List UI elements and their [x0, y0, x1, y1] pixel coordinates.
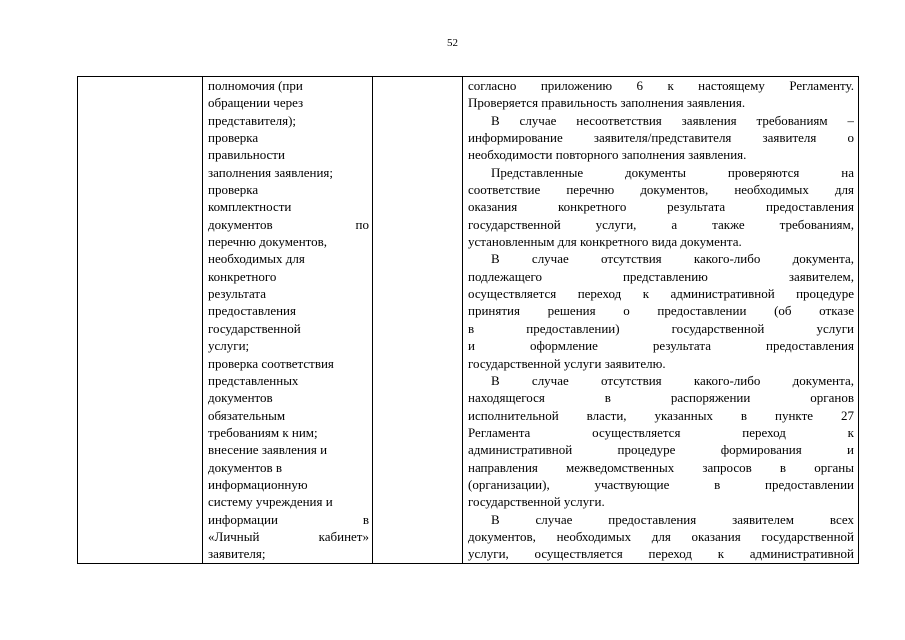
actions-text-line: заполнения заявления;: [208, 164, 333, 180]
actions-text-line: обращении через: [208, 95, 304, 111]
actions-text-line: заявителя;: [208, 546, 266, 562]
actions-text-line: конкретного: [208, 268, 277, 284]
description-text: [468, 77, 854, 563]
description-text-line: В случае несоответствия заявления требованиям –: [491, 112, 854, 128]
actions-text-line: государственной: [208, 320, 301, 336]
description-cell: [463, 77, 859, 564]
actions-text-line: представителя);: [208, 112, 297, 128]
actions-text-line: внесение заявления и: [208, 442, 328, 458]
description-text-line: Регламента осуществляется переход к: [468, 424, 854, 440]
actions-text-line: требованиям к ним;: [208, 424, 318, 440]
description-text-line: государственной услуги.: [468, 494, 605, 510]
description-text-line: Представленные документы проверяются на: [491, 164, 854, 180]
description-text-line: В случае отсутствия какого-либо документа,: [491, 372, 854, 388]
table-cell-empty-3: [373, 77, 463, 564]
description-text-line: (организации), участвующие в предоставлении: [468, 476, 854, 492]
actions-text-line: предоставления: [208, 303, 296, 319]
description-text-line: Проверяется правильность заполнения заявления.: [468, 95, 746, 111]
description-text-line: оказания конкретного результата предоставления: [468, 199, 854, 215]
description-text-line: подлежащего представлению заявителем,: [468, 268, 854, 284]
description-text-line: в предоставлении) государственной услуги: [468, 320, 854, 336]
actions-text-line: проверка: [208, 182, 259, 198]
description-text-line: административной процедуре формирования и: [468, 442, 854, 458]
actions-text-line: документов в: [208, 459, 283, 475]
actions-text-line: услуги;: [208, 338, 250, 354]
description-text-line: согласно приложению 6 к настоящему Регламенту.: [468, 78, 854, 93]
description-text-line: установленным для конкретного вида документа.: [468, 234, 742, 250]
description-text-line: исполнительной власти, указанных в пункте 27: [468, 407, 854, 423]
description-text-line: осуществляется переход к административной процедуре: [468, 286, 854, 302]
actions-text-line: информационную: [208, 476, 308, 492]
table-cell-empty-1: [78, 77, 203, 564]
actions-text: [208, 77, 369, 563]
description-text-line: государственной услуги, а также требованиям,: [468, 216, 854, 232]
actions-text-line: обязательным: [208, 407, 286, 423]
description-text-line: информирование заявителя/представителя заявителя о: [468, 130, 854, 146]
description-text-line: документов, необходимых для оказания государственной: [468, 528, 854, 544]
actions-text-line: правильности: [208, 147, 285, 163]
description-text-line: государственной услуги заявителю.: [468, 355, 666, 371]
description-text-line: необходимости повторного заполнения заявления.: [468, 147, 747, 163]
actions-text-line: комплектности: [208, 199, 292, 215]
table-row: [78, 77, 859, 564]
actions-text-line: представленных: [208, 372, 299, 388]
actions-text-line: «Личный кабинет»: [208, 528, 369, 544]
actions-text-line: полномочия (при: [208, 78, 303, 93]
procedure-table: [77, 76, 859, 564]
actions-text-line: информации в: [208, 511, 369, 527]
description-text-line: услуги, осуществляется переход к административной: [468, 546, 854, 562]
description-text-line: соответствие перечню документов, необходимых для: [468, 182, 854, 198]
description-text-line: принятия решения о предоставлении (об отказе: [468, 303, 854, 319]
actions-text-line: документов: [208, 390, 273, 406]
description-text-line: находящегося в распоряжении органов: [468, 390, 854, 406]
actions-text-line: проверка соответствия: [208, 355, 334, 371]
actions-text-line: документов по: [208, 216, 369, 232]
page-number: 52: [447, 37, 458, 49]
actions-text-line: систему учреждения и: [208, 494, 333, 510]
actions-cell: [203, 77, 373, 564]
actions-text-line: перечню документов,: [208, 234, 328, 250]
actions-text-line: результата: [208, 286, 267, 302]
description-text-line: В случае предоставления заявителем всех: [491, 511, 854, 527]
actions-text-line: необходимых для: [208, 251, 305, 267]
description-text-line: В случае отсутствия какого-либо документа,: [491, 251, 854, 267]
description-text-line: направления межведомственных запросов в органы: [468, 459, 854, 475]
actions-text-line: проверка: [208, 130, 259, 146]
description-text-line: и оформление результата предоставления: [468, 338, 854, 354]
